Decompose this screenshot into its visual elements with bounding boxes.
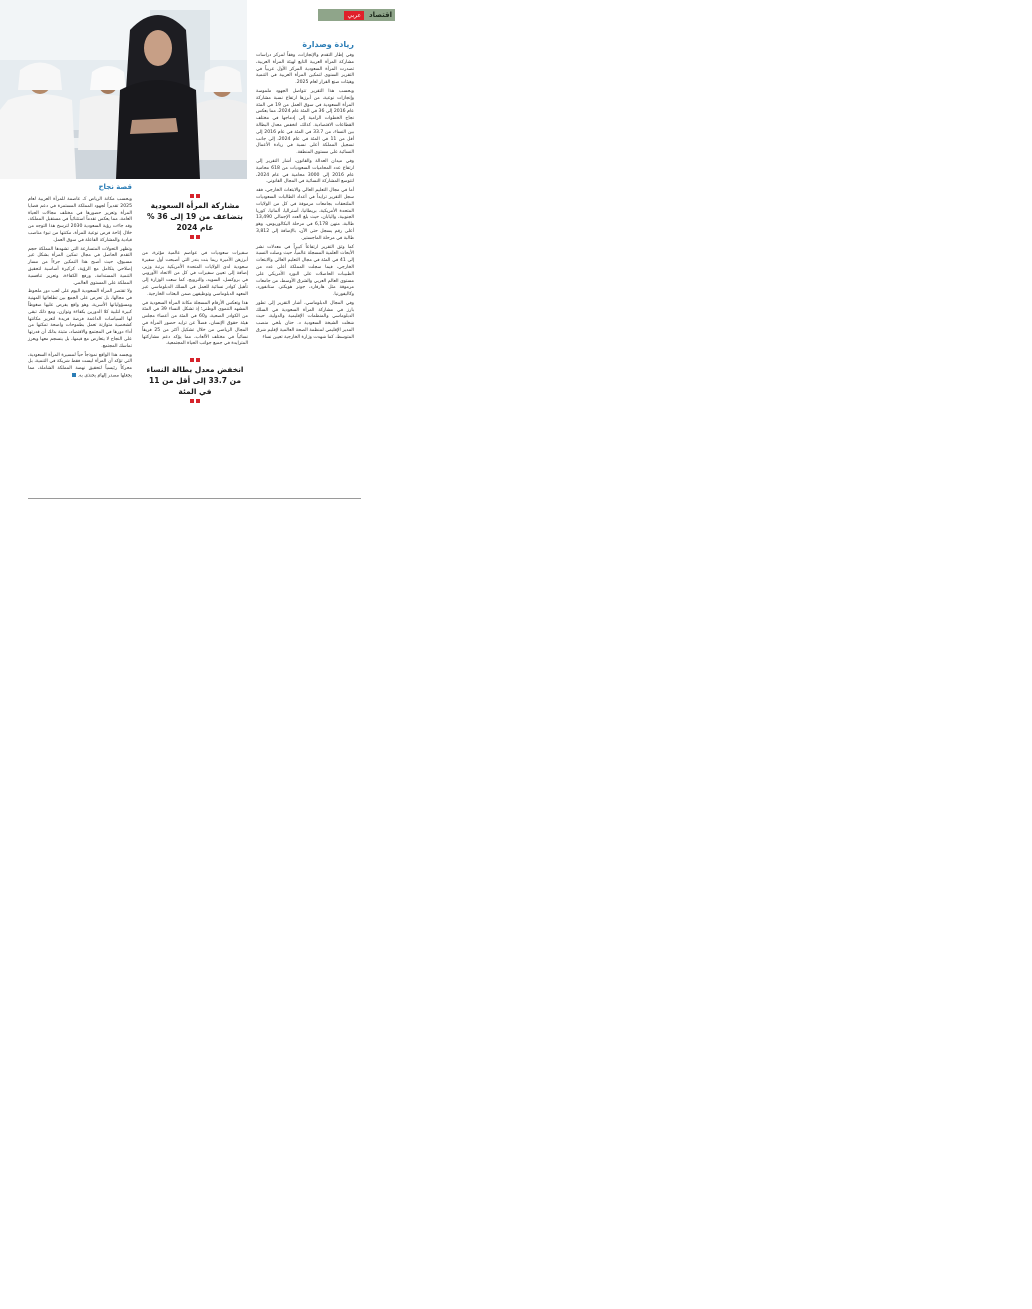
quote-marks-icon — [142, 194, 248, 198]
pull-quote-text: انخفض معدل بطالة النساء من 33.7 إلى أقل من 11 في المئة — [146, 365, 244, 397]
sidebar-paragraph: ولا تقتصر المرأة السعودية اليوم على لعب دور ملحوظ في مجالها، بل تحرص على الجمع بين تطلعاتها المهنية ومسؤولياتها الأسرية، وهو واقع يفرض عليها ضغوطاً كبيرة لتلبية كلا الدورين بكفاءة وتوازن، ومع ذلك تبقى لها السياسات الداعمة فرصة فريدة لتعزيز مكانتها كشخصية متوازنة تعمل بطموحات واضحة تمكنها من أداء دورها في المجتمع والاقتصاد، مثبتة بذلك أن قدرتها على النجاح لا يتعارض مع قيمها، بل ينسجم معها ويعزز تماسك المجتمع. — [28, 289, 132, 349]
sidebar-paragraph — [28, 353, 132, 381]
photo-women-meeting-icon — [0, 0, 247, 179]
sidebar-title: قصة نجاح — [98, 183, 132, 191]
pull-quote — [142, 358, 248, 403]
article-middle-column — [142, 192, 248, 415]
article-paragraph: وفي إطار التقدم والإنجازات، وفقاً لمركز دراسات مشاركة المرأة العربية التابع لهيئة المرأة العربية، تصدرت المرأة السعودية المركز الأول عربياً في التقرير السنوي لتمكين المرأة العربية في التنمية وهيئات صنع القرار لعام 2025. — [256, 53, 354, 86]
end-mark-icon — [72, 373, 76, 377]
bottom-divider — [28, 498, 361, 499]
article-paragraph: وبحسب هذا التقرير تتواصل الجهود ملموسة وإنجازات نوعية، من أبرزها ارتفاع نسبة مشاركة المرأة السعودية في سوق العمل من 19 في المئة عام 2016 إلى 36 في المئة عام 2024، مما يعكس نجاح الخطوات الرامية إلى إدماجها في مختلف القطاعات الاقتصادية. كذلك، انخفض معدل البطالة بين النساء، من 33.7 في المئة في عام 2016 إلى أقل من 11 في المئة في عام 2024، إلى جانب تسجيل المملكة أعلى نسبة في ريادة الأعمال النسائية على مستوى المنطقة. — [255, 88, 354, 156]
quote-marks-icon — [142, 358, 248, 362]
article-title: ريادة وصدارة — [302, 40, 354, 49]
section-sub-badge: عربي — [344, 11, 364, 20]
pull-quote-text: مشاركة المرأة السعودية بتضاعف من 19 إلى 36 % عام 2024 — [147, 201, 243, 232]
article-paragraph: كما وثق التقرير ارتفاعاً كبيراً في معدلات نشر الأبحاث العلمية المسجلة عالمياً، حيث وصلت النسبة إلى 41 في المئة في مجال التعليم العالي والابتعاث الخارجي، فيما سجلت المملكة أعلى عدد من الطبيبات الحاصلات على البورد الأمريكي على مستوى العالم العربي والشرق الأوسط، من جامعات مرموقة مثل هارفارد، جونز هوبكنز، ستانفورد، وكاليفورنيا. — [256, 244, 354, 298]
sidebar-paragraph: وتظهر التحولات المتسارعة التي تشهدها المملكة حجم التقدم الحاصل في مجال تمكين المرأة بشكل غير مسبوق، حيث أصبح هذا التمكين جزءاً من مسار إصلاحي يتكامل مع الرؤية، كركيزة أساسية لتحقيق التنمية المستدامة، ورفع الكفاءة، وتعزيز تنافسية المملكة على المستوى العالمي. — [28, 246, 132, 286]
section-header-bar — [318, 9, 395, 21]
quote-marks-icon — [142, 399, 248, 403]
article-right-column — [256, 40, 354, 344]
article-photo — [0, 0, 247, 179]
section-label: اقتصاد — [369, 11, 392, 19]
quote-marks-icon — [142, 235, 248, 239]
sidebar-column — [28, 183, 132, 382]
article-paragraph: وفي ميدان العدالة والقانون، أشار التقرير إلى ارتفاع عدد المحاميات السعوديات من 618 محامية عام 2016 إلى 3000 محامية في عام 2024، لتتوسع المشاركة النسائية في المجال القانوني. — [256, 158, 354, 185]
article-paragraph: سفيرات سعوديات في عواصم عالمية مؤثرة، من أبرزهن الأميرة ريما بنت بندر التي أصبحت أول سفيرة سعودية لدى الولايات المتحدة الأمريكية برتبة وزير، إضافة إلى تعيين سفيرات في كل من الاتحاد الأوروبي في بروكسل، السويد، والنرويج، كما سعت الوزارة إلى تأهيل كوادر نسائية للعمل في السلك الدبلوماسي عبر المعهد الدبلوماسي وتوظيفهن ضمن البعثات الخارجية. — [142, 251, 248, 297]
article-paragraph: هذا وتعكس الأرقام المسجلة مكانة المرأة السعودية في المشهد التنموي الوطني؛ إذ تشكل النساء 39 في المئة من الكوادر الصحية، و60 في المئة من أعضاء مجلس هيئة حقوق الإنسان، فضلاً عن تزايد حضور المرأة في المجال الرياضي من خلال تشكيل أكثر من 25 فريقاً نسائياً في مختلف الألعاب، مما يؤكد دعم مشاركتها المتزايدة في جميع جوانب الحياة المجتمعية. — [142, 300, 249, 347]
pull-quote — [142, 194, 248, 239]
article-paragraph: وفي المجال الدبلوماسي، أشار التقرير إلى تطور بارز في مشاركة المرأة السعودية في السلك الدبلوماسي والمنظمات الإقليمية والدولية، حيث شغلت الشيخة السعودية د. حنان بلخي منصب المدير الإقليمي لمنظمة الصحة العالمية لإقليم شرق المتوسط، كما شهدت وزارة الخارجية تعيين نساء — [256, 300, 354, 340]
article-paragraph: أما في مجال التعليم العالي والابتعاث الخارجي، فقد سجل التقرير تزايداً في أعداد الطالبات السعوديات الملتحقات بجامعات مرموقة في كل من الولايات المتحدة الأمريكية، بريطانيا، أستراليا، ألمانيا، كوريا الجنوبية، واليابان، حيث بلغ العدد الإجمالي 13,490 طالبة، منهن 6,178 في مرحلة البكالوريوس، وهو أعلى رقم يسجل حتى الآن، بالإضافة إلى 3,812 طالبة في مرحلة الماجستير. — [256, 188, 354, 241]
sidebar-paragraph-text: ويجسد هذا الواقع نموذجاً حياً لمسيرة المرأة السعودية، التي تؤكد أن المرأة ليست فقط شريكة في التنمية، بل محركاً رئيسياً لتحقيق نهضة المملكة الشاملة، مما يجعلها مصدر إلهام يحتذى به. — [28, 352, 132, 379]
sidebar-paragraph: وبحسب مكانة الرياض كـ عاصمة للمرأة العربية لعام 2025 تقديراً لجهود المملكة المستمرة في دعم قضايا المرأة وتعزيز حضورها في مختلف مجالات الحياة العامة، مما يعكس تقدماً استثنائياً في مستقبل المملكة، وقد جاءت رؤية السعودية 2030 لترسخ هذا التوجه من خلال إتاحة فرص نوعية للمرأة، مكنتها من تبوء مناصب قيادية والمشاركة الفاعلة في سوق العمل. — [28, 197, 132, 243]
